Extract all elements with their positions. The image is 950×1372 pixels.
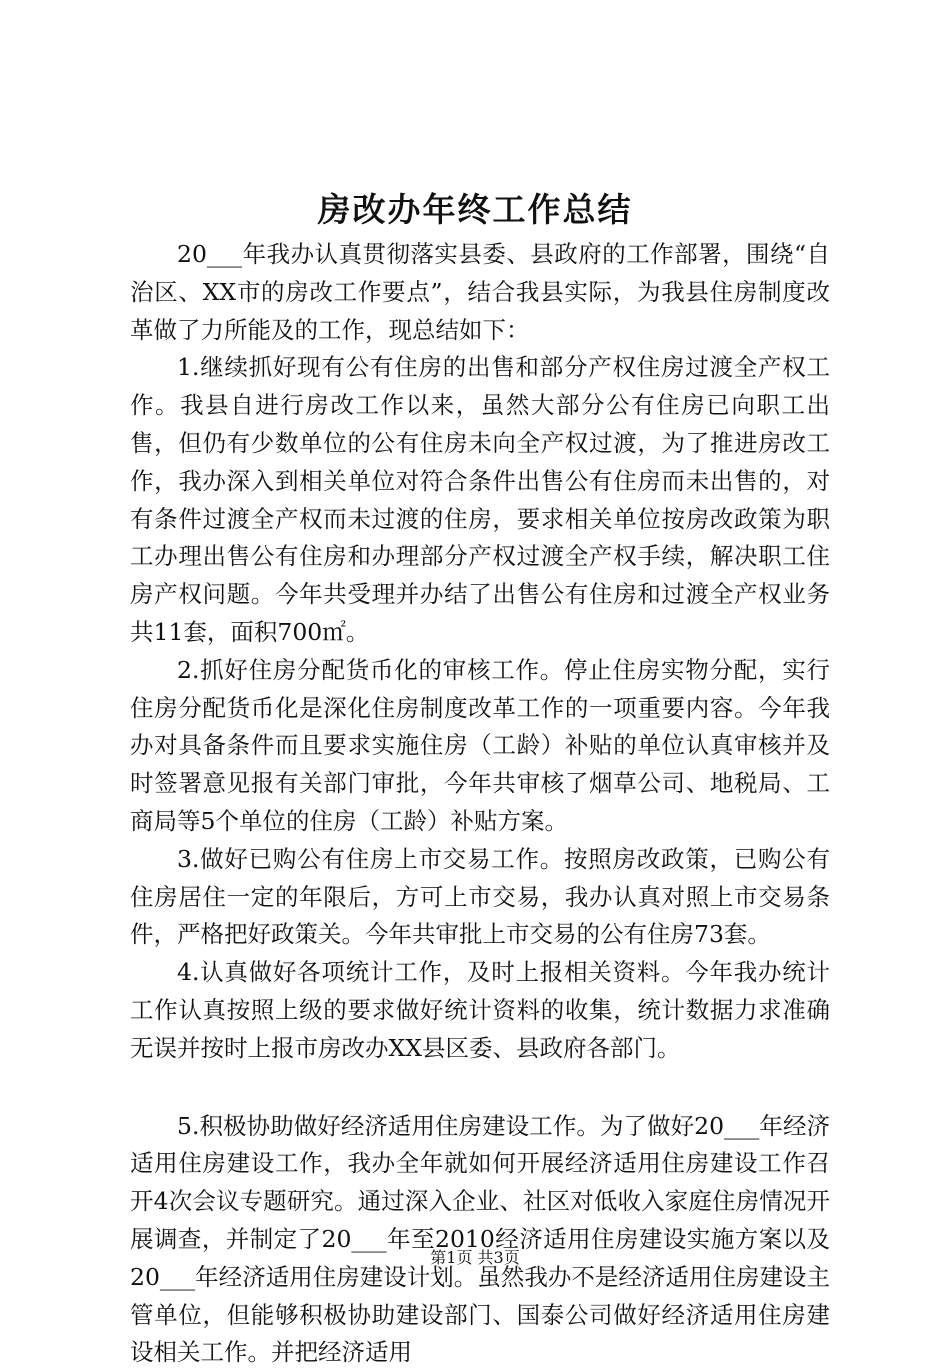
paragraph-item-3: 3.做好已购公有住房上市交易工作。按照房改政策，已购公有住房居住一定的年限后，方可上市交易，我办认真对照上市交易条件，严格把好政策关。今年共审批上市交易的公有住房73套。	[130, 844, 830, 949]
document-title: 房改办年终工作总结	[317, 190, 633, 229]
paragraph-spacer	[130, 1068, 830, 1108]
paragraph-item-5: 5.积极协助做好经济适用住房建设工作。为了做好20___年经济适用住房建设工作，我办全年就如何开展经济适用住房建设工作召开4次会议专题研究。通过深入企业、社区对低收入家庭住房情况开展调查，并制定了20___年至2010经济适用住房建设实施方案以及20___年经济适用住房建设计划。虽然我办不是经济适用住房建设主管单位，但能够积极协助建设部门、国泰公司做好经济适用住房建设相关工作。并把经济适用	[130, 1111, 830, 1367]
paragraph-item-2: 2.抓好住房分配货币化的审核工作。停止住房实物分配，实行住房分配货币化是深化住房制度改革工作的一项重要内容。今年我办对具备条件而且要求实施住房（工龄）补贴的单位认真审核并及时签署意见报有关部门审批，今年共审核了烟草公司、地税局、工商局等5个单位的住房（工龄）补贴方案。	[130, 655, 830, 835]
paragraph-item-1: 1.继续抓好现有公有住房的出售和部分产权住房过渡全产权工作。我县自进行房改工作以来，虽然大部分公有住房已向职工出售，但仍有少数单位的公有住房未向全产权过渡，为了推进房改工作，我办深入到相关单位对符合条件出售公有住房而未出售的，对有条件过渡全产权而未过渡的住房，要求相关单位按房改政策为职工办理出售公有住房和办理部分产权过渡全产权手续，解决职工住房产权问题。今年共受理并办结了出售公有住房和过渡全产权业务共11套，面积700㎡。	[130, 353, 830, 646]
page-footer: 第1页 共3页	[430, 1248, 520, 1267]
document-body	[130, 236, 830, 1372]
intro-paragraph: 20___年我办认真贯彻落实县委、县政府的工作部署，围绕“自治区、XX市的房改工作要点”，结合我县实际，为我县住房制度改革做了力所能及的工作，现总结如下：	[130, 240, 830, 344]
paragraph-item-4: 4.认真做好各项统计工作，及时上报相关资料。今年我办统计工作认真按照上级的要求做好统计资料的收集，统计数据力求准确无误并按时上报市房改办XX县区委、县政府各部门。	[130, 958, 830, 1062]
